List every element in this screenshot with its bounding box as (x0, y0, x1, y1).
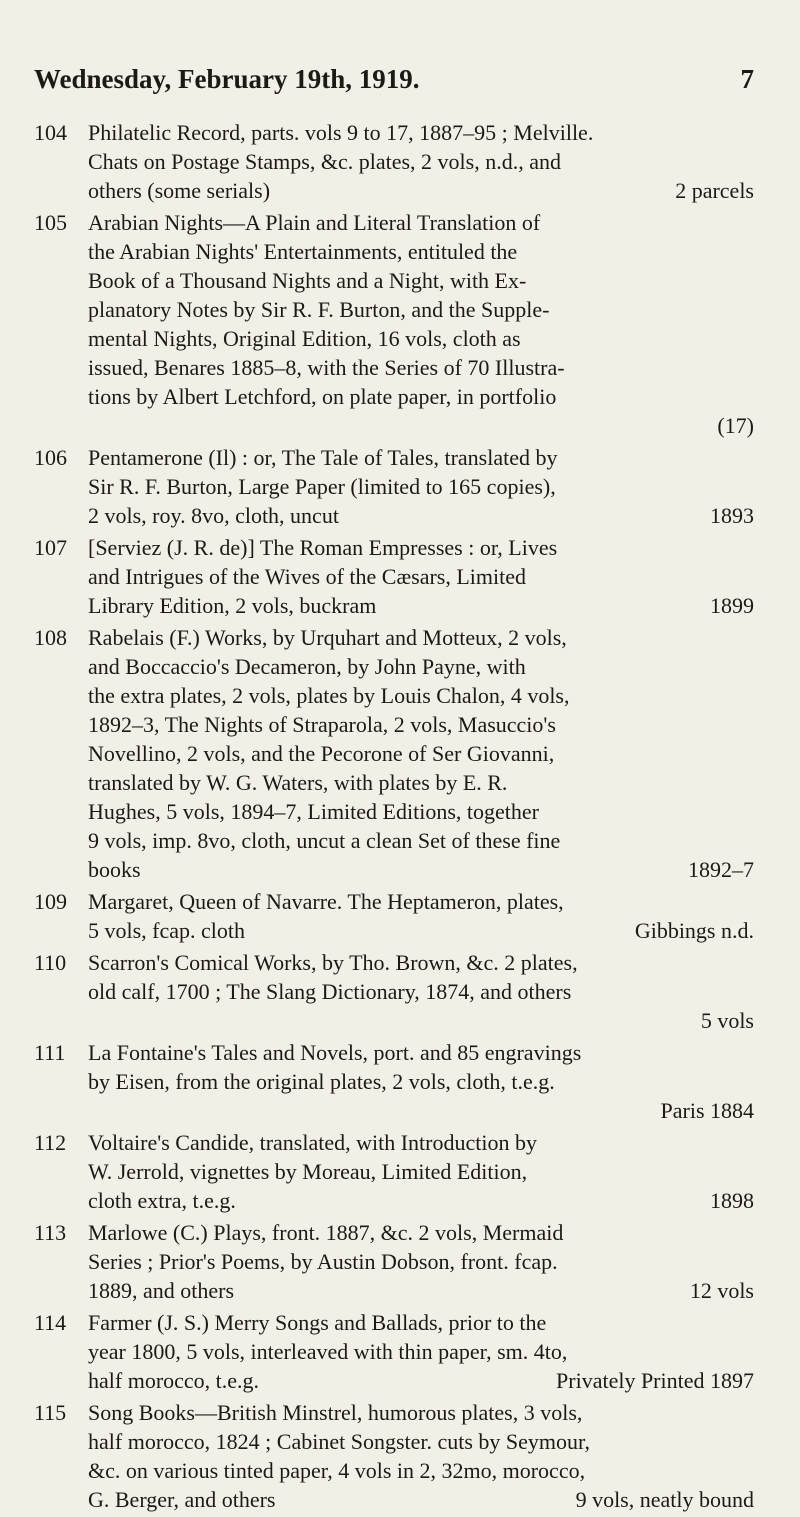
lot-tail-line (88, 591, 754, 620)
lot-number: 106 (34, 445, 67, 470)
lot-tail-line (88, 176, 754, 205)
lot-number: 105 (34, 210, 67, 235)
lot-entry (34, 208, 754, 440)
lot-tail-text: 5 vols, fcap. cloth (88, 918, 246, 943)
lot-line: Novellino, 2 vols, and the Pecorone of Ser Giovanni, (88, 741, 555, 766)
lot-line: planatory Notes by Sir R. F. Burton, and the Supple- (88, 297, 550, 322)
lot-line: Song Books—British Minstrel, humorous plates, 3 vols, (88, 1400, 583, 1425)
lot-quantity: 9 vols, neatly bound (575, 1487, 754, 1512)
lot-tail-text: 2 vols, roy. 8vo, cloth, uncut (88, 503, 339, 528)
lot-entry (34, 623, 754, 884)
lot-line: Marlowe (C.) Plays, front. 1887, &c. 2 vols, Mermaid (88, 1220, 564, 1245)
lot-description (88, 1218, 754, 1305)
lot-line: [Serviez (J. R. de)] The Roman Empresses : or, Lives (88, 535, 558, 560)
lot-line: Rabelais (F.) Works, by Urquhart and Motteux, 2 vols, (88, 625, 567, 650)
lot-entry (34, 1398, 754, 1514)
lot-line: translated by W. G. Waters, with plates by E. R. (88, 770, 508, 795)
lot-quantity: 5 vols (700, 1008, 754, 1033)
lot-line: old calf, 1700 ; The Slang Dictionary, 1874, and others (88, 979, 572, 1004)
lot-line: La Fontaine's Tales and Novels, port. and 85 engravings (88, 1040, 582, 1065)
lot-line: Philatelic Record, parts. vols 9 to 17, 1887–95 ; Melville. (88, 120, 594, 145)
lot-number: 110 (34, 950, 67, 975)
lot-tail-line (88, 1096, 754, 1125)
lot-entry (34, 887, 754, 945)
lot-description (88, 118, 754, 205)
lot-line: Margaret, Queen of Navarre. The Heptameron, plates, (88, 889, 564, 914)
lot-line: year 1800, 5 vols, interleaved with thin paper, sm. 4to, (88, 1339, 568, 1364)
lot-entry (34, 948, 754, 1035)
lot-line: Pentamerone (Il) : or, The Tale of Tales, translated by (88, 445, 558, 470)
lot-tail-line (88, 1366, 754, 1395)
lot-line: Arabian Nights—A Plain and Literal Translation of (88, 210, 541, 235)
lot-tail-line (88, 1276, 754, 1305)
lot-tail-text: half morocco, t.e.g. (88, 1368, 260, 1393)
lot-number: 112 (34, 1130, 67, 1155)
lot-tail-text: cloth extra, t.e.g. (88, 1188, 236, 1213)
lot-description (88, 948, 754, 1035)
lot-description (88, 1038, 754, 1125)
page-date: Wednesday, February 19th, 1919. (34, 64, 420, 94)
lot-quantity: Gibbings n.d. (634, 918, 754, 943)
lot-line: Voltaire's Candide, translated, with Introduction by (88, 1130, 537, 1155)
lot-number: 107 (34, 535, 67, 560)
lot-line: Book of a Thousand Nights and a Night, with Ex- (88, 268, 527, 293)
lot-tail-text: others (some serials) (88, 178, 271, 203)
lot-description (88, 1308, 754, 1395)
lot-quantity: 1893 (710, 503, 754, 528)
lot-number: 104 (34, 120, 67, 145)
lot-description (88, 887, 754, 945)
lot-tail-text: 1889, and others (88, 1278, 235, 1303)
lot-entry (34, 1038, 754, 1125)
lot-tail-line (88, 916, 754, 945)
lot-line: the extra plates, 2 vols, plates by Louis Chalon, 4 vols, (88, 683, 570, 708)
lot-line: by Eisen, from the original plates, 2 vols, cloth, t.e.g. (88, 1069, 555, 1094)
lot-entry (34, 533, 754, 620)
lot-tail-line (88, 855, 754, 884)
lot-tail-line (88, 501, 754, 530)
lot-number: 111 (34, 1040, 66, 1065)
lot-quantity: 1898 (710, 1188, 754, 1213)
lot-line: 1892–3, The Nights of Straparola, 2 vols, Masuccio's (88, 712, 556, 737)
lot-number: 108 (34, 625, 67, 650)
lot-tail-text: books (88, 857, 141, 882)
lot-quantity: Privately Printed 1897 (556, 1368, 754, 1393)
lot-number: 115 (34, 1400, 67, 1425)
lot-tail-line (88, 1006, 754, 1035)
lot-line: mental Nights, Original Edition, 16 vols, cloth as (88, 326, 521, 351)
lot-line: Farmer (J. S.) Merry Songs and Ballads, prior to the (88, 1310, 547, 1335)
lot-tail-text: Library Edition, 2 vols, buckram (88, 593, 377, 618)
lot-entry (34, 443, 754, 530)
page-number: 7 (740, 64, 754, 94)
lot-line: W. Jerrold, vignettes by Moreau, Limited Edition, (88, 1159, 528, 1184)
lot-number: 113 (34, 1220, 67, 1245)
lot-description (88, 443, 754, 530)
lot-line: Chats on Postage Stamps, &c. plates, 2 vols, n.d., and (88, 149, 561, 174)
lot-quantity: 1899 (710, 593, 754, 618)
lot-entry (34, 118, 754, 205)
lot-description (88, 533, 754, 620)
lot-line: Sir R. F. Burton, Large Paper (limited to 165 copies), (88, 474, 556, 499)
lot-line: Hughes, 5 vols, 1894–7, Limited Editions, together (88, 799, 539, 824)
lot-tail-text: G. Berger, and others (88, 1487, 276, 1512)
lot-tail-line (88, 1485, 754, 1514)
lot-quantity: 12 vols (689, 1278, 754, 1303)
lot-entry (34, 1308, 754, 1395)
lot-line: tions by Albert Letchford, on plate paper, in portfolio (88, 384, 557, 409)
lot-line: half morocco, 1824 ; Cabinet Songster. cuts by Seymour, (88, 1429, 590, 1454)
lot-tail-line (88, 1186, 754, 1215)
lot-line: &c. on various tinted paper, 4 vols in 2, 32mo, morocco, (88, 1458, 586, 1483)
lot-line: Series ; Prior's Poems, by Austin Dobson, front. fcap. (88, 1249, 558, 1274)
lot-line: and Intrigues of the Wives of the Cæsars, Limited (88, 564, 527, 589)
lot-quantity: 2 parcels (675, 178, 754, 203)
lot-line: the Arabian Nights' Entertainments, entituled the (88, 239, 518, 264)
lot-description (88, 1128, 754, 1215)
lot-quantity: (17) (717, 413, 754, 438)
lot-entry (34, 1128, 754, 1215)
lot-description (88, 623, 754, 884)
lot-line: and Boccaccio's Decameron, by John Payne, with (88, 654, 526, 679)
lot-entry (34, 1218, 754, 1305)
lot-tail-line (88, 411, 754, 440)
lot-number: 114 (34, 1310, 67, 1335)
lot-quantity: Paris 1884 (660, 1098, 754, 1123)
lot-line: 9 vols, imp. 8vo, cloth, uncut a clean Set of these fine (88, 828, 561, 853)
page-header (34, 64, 754, 104)
lot-description (88, 1398, 754, 1514)
lot-line: issued, Benares 1885–8, with the Series of 70 Illustra- (88, 355, 565, 380)
lot-description (88, 208, 754, 440)
lot-number: 109 (34, 889, 67, 914)
lot-list (34, 118, 754, 1517)
lot-quantity: 1892–7 (688, 857, 754, 882)
lot-line: Scarron's Comical Works, by Tho. Brown, &c. 2 plates, (88, 950, 578, 975)
